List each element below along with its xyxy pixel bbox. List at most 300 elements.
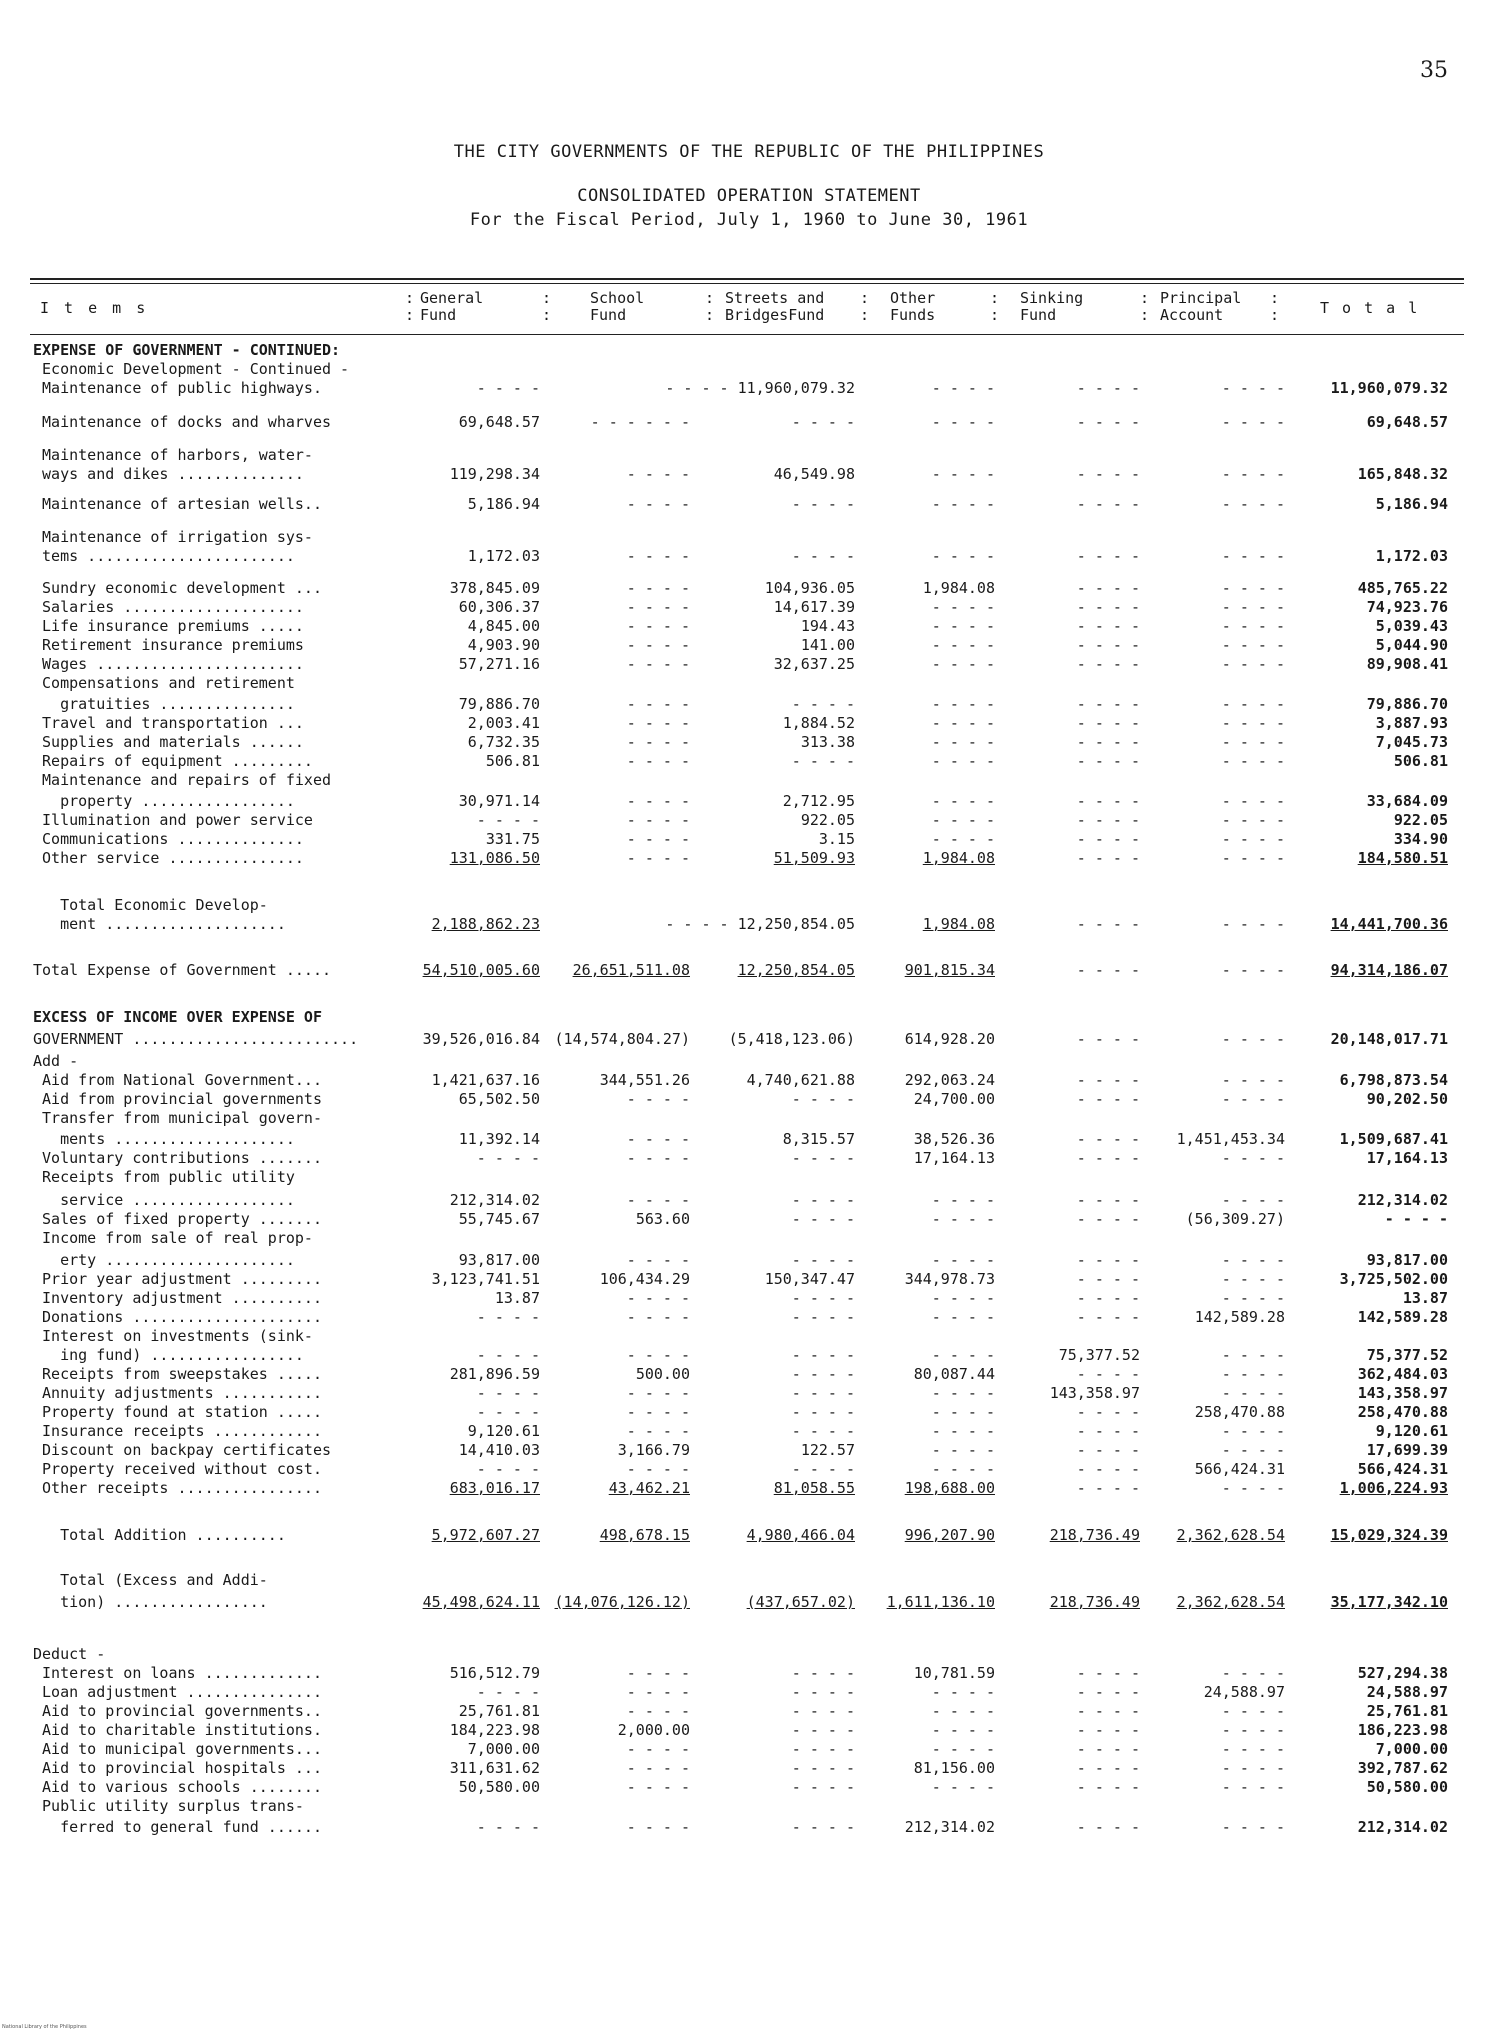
cell-general: 1,172.03 xyxy=(467,547,540,565)
cell-sinking: - - - - xyxy=(1076,655,1140,673)
cell-sinking: - - - - xyxy=(1076,547,1140,565)
cell-principal: - - - - xyxy=(1221,1191,1285,1209)
cell-sinking: - - - - xyxy=(1076,733,1140,751)
cell-sinking: - - - - xyxy=(1076,579,1140,597)
cell-total: 334.90 xyxy=(1393,830,1448,848)
cell-principal: - - - - xyxy=(1221,547,1285,565)
cell-total: 5,039.43 xyxy=(1375,617,1448,635)
cell-other: 1,984.08 xyxy=(922,915,995,933)
cell-streets: 14,617.39 xyxy=(773,598,855,616)
cell-school: - - - - xyxy=(626,465,690,483)
cell-school: 344,551.26 xyxy=(599,1071,690,1089)
header-streets-l2: BridgesFund xyxy=(725,306,825,324)
row-label: Compensations and retirement xyxy=(33,674,295,692)
table-row xyxy=(0,1190,1498,1210)
table-row xyxy=(0,1345,1498,1365)
cell-general: 11,392.14 xyxy=(458,1130,540,1148)
cell-streets: 4,980,466.04 xyxy=(746,1526,855,1544)
cell-total: 7,000.00 xyxy=(1375,1740,1448,1758)
cell-streets: - - - - xyxy=(791,1664,855,1682)
cell-sinking: - - - - xyxy=(1076,1778,1140,1796)
cell-sinking: - - - - xyxy=(1076,495,1140,513)
cell-school: - - - - xyxy=(626,1759,690,1777)
row-label: Maintenance of harbors, water- xyxy=(33,446,313,464)
cell-general: 5,972,607.27 xyxy=(431,1526,540,1544)
row-label: Total Addition .......... xyxy=(33,1526,286,1544)
cell-school: - - - - xyxy=(626,1149,690,1167)
cell-other: - - - - xyxy=(931,379,995,397)
row-label: Income from sale of real prop- xyxy=(33,1229,313,1247)
cell-total: 93,817.00 xyxy=(1366,1251,1448,1269)
cell-sinking: 218,736.49 xyxy=(1049,1526,1140,1544)
cell-sinking: - - - - xyxy=(1076,811,1140,829)
cell-principal: - - - - xyxy=(1221,1664,1285,1682)
header-sinking-l2: Fund xyxy=(1020,306,1057,324)
cell-sinking: 75,377.52 xyxy=(1058,1346,1140,1364)
cell-school: - - - - xyxy=(626,1384,690,1402)
cell-total: 50,580.00 xyxy=(1366,1778,1448,1796)
table-row xyxy=(0,359,1498,379)
cell-principal: - - - - xyxy=(1221,1384,1285,1402)
cell-sinking: - - - - xyxy=(1076,1365,1140,1383)
table-row xyxy=(0,464,1498,484)
cell-school: - - - - xyxy=(626,1251,690,1269)
cell-total: 485,765.22 xyxy=(1357,579,1448,597)
row-label: Aid from provincial governments xyxy=(33,1090,322,1108)
column-separator: : : xyxy=(542,289,552,324)
fiscal-period: For the Fiscal Period, July 1, 1960 to June 30, 1961 xyxy=(469,210,1029,230)
cell-general: - - - - xyxy=(476,811,540,829)
cell-total: 14,441,700.36 xyxy=(1330,915,1448,933)
cell-total: 3,725,502.00 xyxy=(1339,1270,1448,1288)
cell-school: - - - - xyxy=(626,849,690,867)
cell-streets: - - - - xyxy=(791,1346,855,1364)
cell-general: 1,421,637.16 xyxy=(431,1071,540,1089)
row-label: Interest on investments (sink- xyxy=(33,1327,313,1345)
cell-general: 184,223.98 xyxy=(449,1721,540,1739)
cell-other: - - - - xyxy=(931,1210,995,1228)
row-label: property ................. xyxy=(33,792,295,810)
table-row xyxy=(0,1129,1498,1149)
header-school-l1: School xyxy=(590,289,645,307)
header-general-l1: General xyxy=(420,289,484,307)
cell-sinking: - - - - xyxy=(1076,792,1140,810)
cell-principal: - - - - xyxy=(1221,849,1285,867)
row-label: Donations ..................... xyxy=(33,1308,322,1326)
cell-other: 38,526.36 xyxy=(913,1130,995,1148)
row-label: Maintenance of irrigation sys- xyxy=(33,528,313,546)
cell-general: 45,498,624.11 xyxy=(422,1593,540,1611)
cell-principal: - - - - xyxy=(1221,1071,1285,1089)
row-label: EXCESS OF INCOME OVER EXPENSE OF xyxy=(33,1008,322,1026)
header-total: T o t a l xyxy=(1320,299,1420,317)
row-label: Prior year adjustment ......... xyxy=(33,1270,322,1288)
cell-principal: - - - - xyxy=(1221,1702,1285,1720)
row-label: gratuities ............... xyxy=(33,695,295,713)
cell-streets: - - - - xyxy=(791,1422,855,1440)
column-separator: : : xyxy=(705,289,715,324)
cell-general: - - - - xyxy=(476,1683,540,1701)
cell-general: 13.87 xyxy=(494,1289,540,1307)
cell-school: - - - - xyxy=(626,1422,690,1440)
table-row xyxy=(0,829,1498,849)
cell-school: - - - - xyxy=(626,1090,690,1108)
row-label: Insurance receipts ............ xyxy=(33,1422,322,1440)
table-row xyxy=(0,1440,1498,1460)
cell-principal: 2,362,628.54 xyxy=(1176,1526,1285,1544)
row-label: Illumination and power service xyxy=(33,811,313,829)
cell-total: 90,202.50 xyxy=(1366,1090,1448,1108)
cell-streets: - - - - xyxy=(791,752,855,770)
header-other-l1: Other xyxy=(890,289,936,307)
cell-other: - - - - xyxy=(931,1346,995,1364)
table-row xyxy=(0,895,1498,915)
table-row xyxy=(0,1739,1498,1759)
table-row xyxy=(0,616,1498,636)
cell-total: 922.05 xyxy=(1393,811,1448,829)
cell-school: - - - - xyxy=(626,1740,690,1758)
table-row xyxy=(0,1421,1498,1441)
cell-other: - - - - xyxy=(931,1441,995,1459)
cell-school: 43,462.21 xyxy=(608,1479,690,1497)
cell-streets: - - - - xyxy=(791,1683,855,1701)
row-label: Total (Excess and Addi- xyxy=(33,1571,268,1589)
cell-total: 79,886.70 xyxy=(1366,695,1448,713)
row-label: Sales of fixed property ....... xyxy=(33,1210,322,1228)
table-row xyxy=(0,1007,1498,1027)
cell-sinking: - - - - xyxy=(1076,1702,1140,1720)
table-row xyxy=(0,1459,1498,1479)
cell-general: 54,510,005.60 xyxy=(422,961,540,979)
table-row xyxy=(0,1682,1498,1702)
cell-general: 57,271.16 xyxy=(458,655,540,673)
cell-streets: 1,884.52 xyxy=(782,714,855,732)
cell-school: - - - - xyxy=(626,1191,690,1209)
cell-other: - - - - xyxy=(931,1422,995,1440)
column-separator: : : xyxy=(1140,289,1150,324)
cell-school: - - - - xyxy=(626,830,690,848)
table-row xyxy=(0,1720,1498,1740)
row-label: Sundry economic development ... xyxy=(33,579,322,597)
header-school-l2: Fund xyxy=(590,306,627,324)
table-row xyxy=(0,527,1498,547)
row-label: Total Expense of Government ..... xyxy=(33,961,332,979)
cell-principal: - - - - xyxy=(1221,579,1285,597)
row-label: Maintenance of docks and wharves xyxy=(33,413,332,431)
cell-other: - - - - xyxy=(931,1460,995,1478)
cell-other: 24,700.00 xyxy=(913,1090,995,1108)
cell-school: - - - - xyxy=(626,1460,690,1478)
cell-sinking: - - - - xyxy=(1076,1721,1140,1739)
cell-general: - - - - xyxy=(476,1149,540,1167)
cell-sinking: - - - - xyxy=(1076,1130,1140,1148)
cell-other: - - - - xyxy=(931,655,995,673)
cell-total: 15,029,324.39 xyxy=(1330,1526,1448,1544)
cell-sinking: - - - - xyxy=(1076,1270,1140,1288)
cell-general: - - - - xyxy=(476,1346,540,1364)
cell-principal: - - - - xyxy=(1221,1090,1285,1108)
cell-other: - - - - xyxy=(931,636,995,654)
cell-school: - - - - xyxy=(626,811,690,829)
header-streets-l1: Streets and xyxy=(725,289,825,307)
table-row xyxy=(0,1167,1498,1187)
row-label: Discount on backpay certificates xyxy=(33,1441,332,1459)
row-label: Receipts from sweepstakes ..... xyxy=(33,1365,322,1383)
cell-streets: 12,250,854.05 xyxy=(737,961,855,979)
table-row xyxy=(0,546,1498,566)
cell-total: 186,223.98 xyxy=(1357,1721,1448,1739)
cell-principal: - - - - xyxy=(1221,1740,1285,1758)
cell-general: 7,000.00 xyxy=(467,1740,540,1758)
cell-other: - - - - xyxy=(931,811,995,829)
cell-streets: 122.57 xyxy=(800,1441,855,1459)
cell-other: - - - - xyxy=(931,1191,995,1209)
cell-school: - - - - xyxy=(626,792,690,810)
cell-sinking: - - - - xyxy=(1076,1090,1140,1108)
cell-other: - - - - xyxy=(931,465,995,483)
row-label: EXPENSE OF GOVERNMENT - CONTINUED: xyxy=(33,341,341,359)
table-row xyxy=(0,1108,1498,1128)
row-label: Property received without cost. xyxy=(33,1460,322,1478)
cell-total: 212,314.02 xyxy=(1357,1191,1448,1209)
row-label: Maintenance and repairs of fixed xyxy=(33,771,332,789)
row-label: ing fund) ................. xyxy=(33,1346,304,1364)
cell-total: 25,761.81 xyxy=(1366,1702,1448,1720)
cell-general: 60,306.37 xyxy=(458,598,540,616)
cell-school: - - - - xyxy=(626,1818,690,1836)
row-label: Communications .............. xyxy=(33,830,304,848)
cell-streets: 313.38 xyxy=(800,733,855,751)
row-label: Wages ....................... xyxy=(33,655,304,673)
cell-principal: - - - - xyxy=(1221,792,1285,810)
cell-streets: - - - - xyxy=(791,1384,855,1402)
cell-principal: - - - - xyxy=(1221,465,1285,483)
cell-school: - - - - xyxy=(626,617,690,635)
table-row xyxy=(0,1478,1498,1498)
cell-school: - - - - xyxy=(626,598,690,616)
cell-other: 10,781.59 xyxy=(913,1664,995,1682)
cell-general: 25,761.81 xyxy=(458,1702,540,1720)
cell-school: - - - - xyxy=(626,495,690,513)
cell-total: 362,484.03 xyxy=(1357,1365,1448,1383)
row-label: Economic Development - Continued - xyxy=(33,360,350,378)
header-other-l2: Funds xyxy=(890,306,936,324)
row-label: Inventory adjustment .......... xyxy=(33,1289,322,1307)
cell-other: - - - - xyxy=(931,714,995,732)
cell-general: 683,016.17 xyxy=(449,1479,540,1497)
cell-sinking: - - - - xyxy=(1076,465,1140,483)
cell-other: - - - - xyxy=(931,1384,995,1402)
document-title: THE CITY GOVERNMENTS OF THE REPUBLIC OF THE PHILIPPINES xyxy=(453,142,1045,162)
table-row xyxy=(0,445,1498,465)
header-general-l2: Fund xyxy=(420,306,457,324)
cell-streets: (437,657.02) xyxy=(746,1593,855,1611)
cell-general: 311,631.62 xyxy=(449,1759,540,1777)
table-row xyxy=(0,914,1498,934)
cell-general: - - - - xyxy=(476,1308,540,1326)
table-row xyxy=(0,810,1498,830)
cell-streets: 922.05 xyxy=(800,811,855,829)
cell-streets: - - - - xyxy=(791,1210,855,1228)
cell-principal: - - - - xyxy=(1221,598,1285,616)
header-principal-l1: Principal xyxy=(1160,289,1242,307)
cell-sinking: - - - - xyxy=(1076,830,1140,848)
cell-streets: 4,740,621.88 xyxy=(746,1071,855,1089)
cell-total: 1,006,224.93 xyxy=(1339,1479,1448,1497)
row-label: Aid to charitable institutions. xyxy=(33,1721,322,1739)
cell-other: 1,984.08 xyxy=(922,579,995,597)
cell-total: 566,424.31 xyxy=(1357,1460,1448,1478)
row-label: Retirement insurance premiums xyxy=(33,636,304,654)
cell-total: 33,684.09 xyxy=(1366,792,1448,810)
cell-total: 20,148,017.71 xyxy=(1330,1030,1448,1048)
cell-general: 93,817.00 xyxy=(458,1251,540,1269)
cell-sinking: - - - - xyxy=(1076,1210,1140,1228)
cell-sinking: - - - - xyxy=(1076,961,1140,979)
cell-streets: (5,418,123.06) xyxy=(728,1030,855,1048)
table-row xyxy=(0,1592,1498,1612)
page-number: 35 xyxy=(1420,58,1448,83)
cell-total: 69,648.57 xyxy=(1366,413,1448,431)
cell-sinking: - - - - xyxy=(1076,1289,1140,1307)
cell-general: 79,886.70 xyxy=(458,695,540,713)
header-items: I t e m s xyxy=(40,299,149,317)
row-label: Deduct - xyxy=(33,1645,106,1663)
row-label: Maintenance of artesian wells.. xyxy=(33,495,322,513)
cell-streets: 2,712.95 xyxy=(782,792,855,810)
column-separator: : : xyxy=(1270,289,1280,324)
cell-total: 1,172.03 xyxy=(1375,547,1448,565)
cell-principal: - - - - xyxy=(1221,714,1285,732)
cell-other: - - - - xyxy=(931,792,995,810)
cell-streets: - - - - xyxy=(791,695,855,713)
cell-school: - - - - xyxy=(626,752,690,770)
row-label: Voluntary contributions ....... xyxy=(33,1149,322,1167)
cell-principal: - - - - xyxy=(1221,413,1285,431)
cell-streets: 3.15 xyxy=(818,830,855,848)
cell-principal: 258,470.88 xyxy=(1194,1403,1285,1421)
row-label: Maintenance of public highways. xyxy=(33,379,322,397)
cell-sinking: - - - - xyxy=(1076,1403,1140,1421)
table-row xyxy=(0,1051,1498,1071)
table-row xyxy=(0,1326,1498,1346)
table-row xyxy=(0,1070,1498,1090)
cell-other: 198,688.00 xyxy=(904,1479,995,1497)
cell-other: 901,815.34 xyxy=(904,961,995,979)
cell-general: 39,526,016.84 xyxy=(422,1030,540,1048)
table-row xyxy=(0,713,1498,733)
table-row xyxy=(0,1644,1498,1664)
cell-total: 89,908.41 xyxy=(1366,655,1448,673)
cell-other: 1,984.08 xyxy=(922,849,995,867)
cell-sinking: - - - - xyxy=(1076,1664,1140,1682)
cell-school: 500.00 xyxy=(635,1365,690,1383)
cell-other: 292,063.24 xyxy=(904,1071,995,1089)
table-row xyxy=(0,770,1498,790)
column-separator: : : xyxy=(405,289,415,324)
cell-streets: - - - - xyxy=(791,1090,855,1108)
cell-school: 3,166.79 xyxy=(617,1441,690,1459)
table-row xyxy=(0,1307,1498,1327)
cell-streets: - - - - xyxy=(791,1818,855,1836)
cell-other: - - - - xyxy=(931,617,995,635)
row-label: Interest on loans ............. xyxy=(33,1664,322,1682)
cell-general: - - - - xyxy=(476,1403,540,1421)
row-label: ways and dikes .............. xyxy=(33,465,304,483)
cell-sinking: - - - - xyxy=(1076,1071,1140,1089)
cell-total: 506.81 xyxy=(1393,752,1448,770)
row-label: Aid to various schools ........ xyxy=(33,1778,322,1796)
cell-general: 331.75 xyxy=(485,830,540,848)
cell-streets: - - - - xyxy=(791,1308,855,1326)
cell-sinking: - - - - xyxy=(1076,1441,1140,1459)
cell-streets: 8,315.57 xyxy=(782,1130,855,1148)
cell-streets: - - - - xyxy=(791,547,855,565)
cell-principal: - - - - xyxy=(1221,617,1285,635)
cell-principal: - - - - xyxy=(1221,1030,1285,1048)
cell-principal: - - - - xyxy=(1221,1149,1285,1167)
cell-streets: - - - - xyxy=(791,1778,855,1796)
cell-other: - - - - xyxy=(931,1289,995,1307)
row-label: ments .................... xyxy=(33,1130,295,1148)
cell-sinking: - - - - xyxy=(1076,1251,1140,1269)
cell-general: 212,314.02 xyxy=(449,1191,540,1209)
row-label: tems ....................... xyxy=(33,547,295,565)
cell-school: - - - - xyxy=(626,714,690,732)
table-row xyxy=(0,732,1498,752)
cell-other: - - - - xyxy=(931,1702,995,1720)
table-row xyxy=(0,1250,1498,1270)
cell-principal: - - - - xyxy=(1221,752,1285,770)
cell-streets: - - - - xyxy=(791,1149,855,1167)
row-label: ferred to general fund ...... xyxy=(33,1818,322,1836)
cell-sinking: - - - - xyxy=(1076,1683,1140,1701)
cell-other: - - - - xyxy=(931,1683,995,1701)
table-row xyxy=(0,1364,1498,1384)
cell-other: 344,978.73 xyxy=(904,1270,995,1288)
cell-general: 2,003.41 xyxy=(467,714,540,732)
table-row xyxy=(0,1228,1498,1248)
column-separator: : : xyxy=(860,289,870,324)
cell-general: 506.81 xyxy=(485,752,540,770)
cell-general: 55,745.67 xyxy=(458,1210,540,1228)
table-row xyxy=(0,1288,1498,1308)
cell-streets: - - - - xyxy=(791,1740,855,1758)
row-label: tion) ................. xyxy=(33,1593,268,1611)
cell-general: 30,971.14 xyxy=(458,792,540,810)
cell-general: 281,896.59 xyxy=(449,1365,540,1383)
cell-total: - - - - xyxy=(1384,1210,1448,1228)
table-row xyxy=(0,597,1498,617)
cell-other: - - - - xyxy=(931,1740,995,1758)
row-label: Transfer from municipal govern- xyxy=(33,1109,322,1127)
table-row xyxy=(0,340,1498,360)
cell-principal: - - - - xyxy=(1221,1441,1285,1459)
cell-total: 527,294.38 xyxy=(1357,1664,1448,1682)
archive-footer: National Library of the Philippines xyxy=(2,2024,87,2030)
cell-streets: - - - - xyxy=(791,1759,855,1777)
cell-school: - - - - xyxy=(626,733,690,751)
cell-sinking: 218,736.49 xyxy=(1049,1593,1140,1611)
row-label: Total Economic Develop- xyxy=(33,896,268,914)
cell-other: 80,087.44 xyxy=(913,1365,995,1383)
cell-other: - - - - xyxy=(931,733,995,751)
table-row xyxy=(0,1570,1498,1590)
cell-sinking: - - - - xyxy=(1076,695,1140,713)
cell-total: 35,177,342.10 xyxy=(1330,1593,1448,1611)
cell-sinking: - - - - xyxy=(1076,1479,1140,1497)
table-row xyxy=(0,1383,1498,1403)
